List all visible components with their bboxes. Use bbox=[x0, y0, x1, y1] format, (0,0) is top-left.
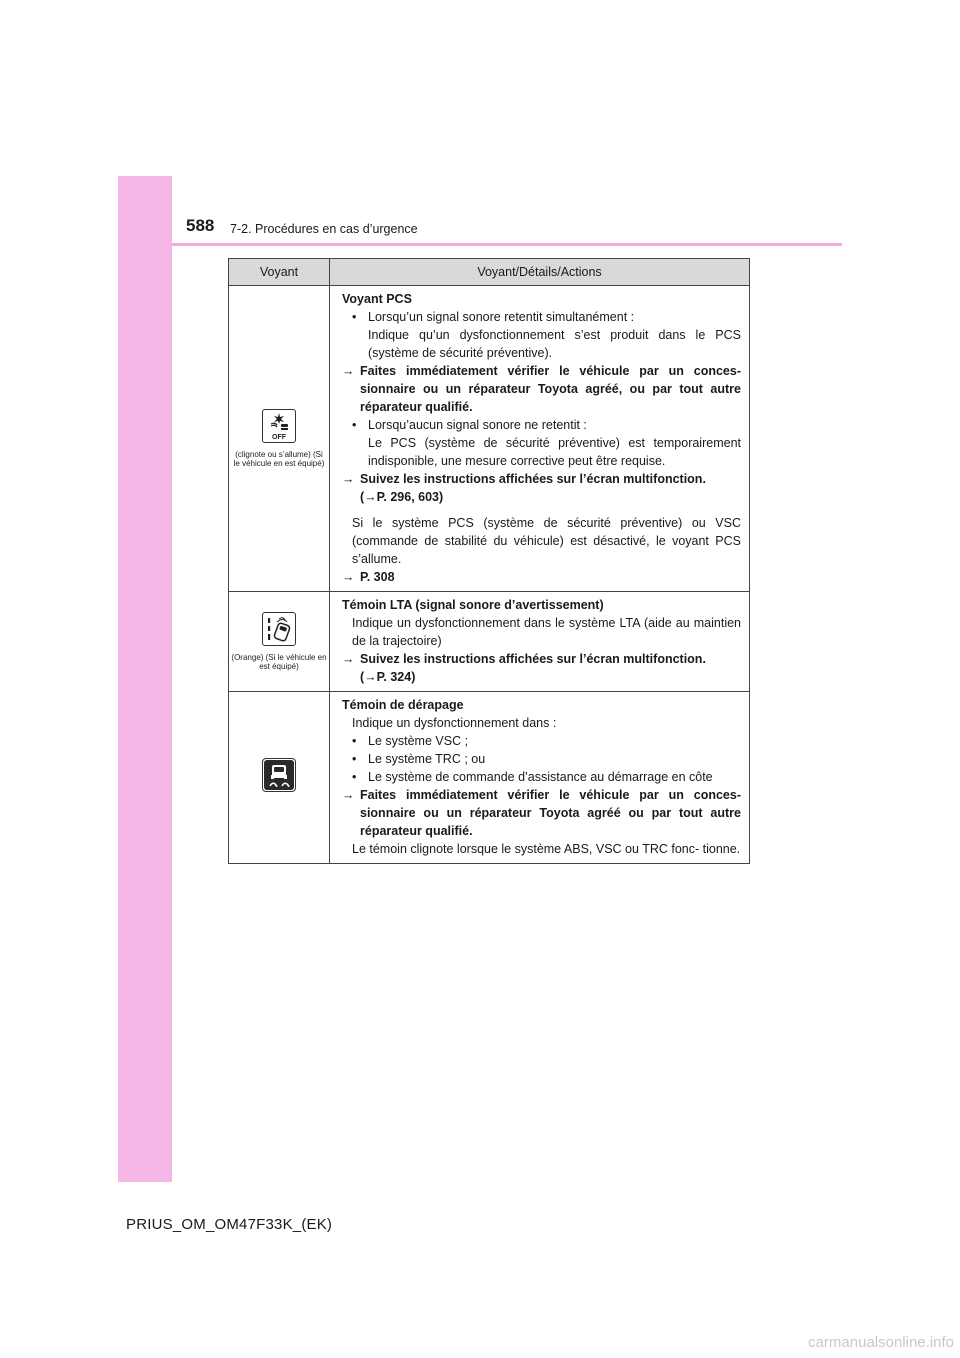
skid-icon bbox=[262, 758, 296, 792]
chapter-tab bbox=[118, 176, 172, 1182]
bullet-detail: Indique qu’un dysfonctionnement s’est produit dans le PCS (système de sécurité préventive). bbox=[368, 328, 741, 360]
action-line: → Suivez les instructions affichées sur l’écran multifonction. (→P. 296, 603) bbox=[342, 472, 706, 504]
icon-note: (clignote ou s’allume) (Si le véhicule en est équipé) bbox=[233, 450, 325, 468]
action-text: Suivez les instructions affichées sur l’écran multifonction. bbox=[360, 652, 706, 666]
bullet-item: • Lorsqu’un signal sonore retentit simultanément : bbox=[352, 310, 635, 324]
column-header-indicator: Voyant bbox=[229, 259, 330, 286]
action-text: Faites immédiatement vérifier le véhicule par un conces- sionnaire ou un réparateur Toyota agréé ou par tout autre réparateur qualifié. bbox=[360, 788, 741, 838]
document-code: PRIUS_OM_OM47F33K_(EK) bbox=[126, 1216, 333, 1233]
bullet-text: Le système de commande d’assistance au démarrage en côte bbox=[368, 770, 713, 784]
page-reference[interactable]: (→P. 324) bbox=[360, 670, 416, 684]
row-title: Témoin LTA (signal sonore d’avertissement) bbox=[342, 598, 604, 612]
page-reference[interactable]: P. 308 bbox=[360, 570, 395, 584]
svg-text:OFF: OFF bbox=[272, 434, 286, 441]
row-title: Voyant PCS bbox=[342, 292, 412, 306]
lta-icon bbox=[262, 612, 296, 646]
table-row-skid bbox=[229, 692, 750, 864]
bullet-item: • Le système TRC ; ou bbox=[352, 752, 486, 766]
section-title: 7-2. Procédures en cas d’urgence bbox=[230, 222, 418, 236]
pcs-off-icon bbox=[262, 409, 296, 443]
icon-cell bbox=[229, 592, 330, 692]
action-line: → Suivez les instructions affichées sur l’écran multifonction. (→P. 324) bbox=[342, 652, 706, 684]
icon-note: (Orange) (Si le véhicule en est équipé) bbox=[231, 653, 327, 671]
column-header-details: Voyant/Détails/Actions bbox=[330, 259, 750, 286]
bullet-detail: Le PCS (système de sécurité préventive) est temporairement indisponible, une mesure corrective peut être requise. bbox=[368, 436, 741, 468]
action-text: Faites immédiatement vérifier le véhicule par un conces- sionnaire ou un réparateur Toyota agréé, ou par tout autre réparateur qualifié. bbox=[360, 364, 741, 414]
action-line: → Faites immédiatement vérifier le véhicule par un conces- sionnaire ou un réparateur Toyota agréé, ou par tout autre réparateur qualifié. bbox=[342, 364, 741, 414]
row-text: Indique un dysfonctionnement dans le système LTA (aide au maintien de la trajectoire) bbox=[352, 616, 741, 648]
bullet-item: • Le système VSC ; bbox=[352, 734, 469, 748]
bullet-text: Lorsqu’aucun signal sonore ne retentit : bbox=[368, 418, 587, 432]
details-cell bbox=[330, 692, 750, 864]
table-row-pcs bbox=[229, 286, 750, 592]
watermark: carmanualsonline.info bbox=[808, 1334, 954, 1351]
row-title: Témoin de dérapage bbox=[342, 698, 464, 712]
icon-cell bbox=[229, 286, 330, 592]
bullet-item: • Lorsqu’aucun signal sonore ne retentit : bbox=[352, 418, 587, 432]
note-text: Le témoin clignote lorsque le système ABS, VSC ou TRC fonc- tionne. bbox=[352, 842, 741, 856]
bullet-item: • Le système de commande d’assistance au démarrage en côte bbox=[352, 770, 713, 784]
action-line: → Faites immédiatement vérifier le véhicule par un conces- sionnaire ou un réparateur Toyota agréé ou par tout autre réparateur qualifié. bbox=[342, 788, 741, 838]
note-text: Si le système PCS (système de sécurité préventive) ou VSC (commande de stabilité du véhicule) est désactivé, le voyant PCS s’allume. bbox=[352, 516, 741, 566]
icon-cell bbox=[229, 692, 330, 864]
page-reference[interactable]: (→P. 296, 603) bbox=[360, 490, 444, 504]
row-text: Indique un dysfonctionnement dans : bbox=[352, 716, 557, 730]
bullet-text: Lorsqu’un signal sonore retentit simultanément : bbox=[368, 310, 635, 324]
table-row-lta bbox=[229, 592, 750, 692]
table-header-row bbox=[229, 259, 750, 286]
indicator-table bbox=[228, 258, 750, 864]
header-rule bbox=[172, 243, 842, 246]
action-text: Suivez les instructions affichées sur l’écran multifonction. bbox=[360, 472, 706, 486]
bullet-text: Le système VSC ; bbox=[368, 734, 469, 748]
bullet-text: Le système TRC ; ou bbox=[368, 752, 486, 766]
page-number: 588 bbox=[186, 216, 215, 235]
details-cell bbox=[330, 286, 750, 592]
details-cell bbox=[330, 592, 750, 692]
action-line: → P. 308 bbox=[342, 570, 395, 584]
